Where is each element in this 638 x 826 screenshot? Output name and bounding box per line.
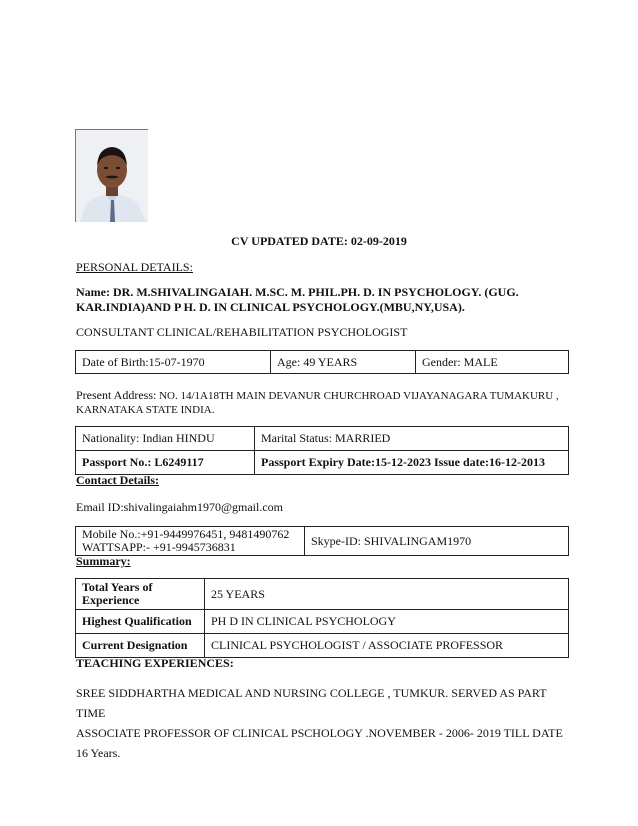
name-line-2: KAR.INDIA)AND P H. D. IN CLINICAL PSYCHOLOGY.(MBU,NY,USA). <box>76 300 465 314</box>
teaching-line-3: 16 Years. <box>76 746 121 760</box>
summary-value: PH D IN CLINICAL PSYCHOLOGY <box>205 610 569 634</box>
profile-photo <box>75 129 148 222</box>
table-row <box>76 579 569 610</box>
address-line-2: KARNATAKA STATE INDIA. <box>76 404 215 416</box>
contact-details-heading: Contact Details: <box>76 473 159 487</box>
address-line-1: NO. 14/1A18TH MAIN DEVANUR CHURCHROAD VIJAYANAGARA TUMAKURU , <box>156 390 559 402</box>
person-portrait-icon <box>76 130 148 222</box>
dob-cell: Date of Birth:15-07-1970 <box>76 351 271 374</box>
summary-label: Highest Qualification <box>76 610 205 634</box>
designation-title: CONSULTANT CLINICAL/REHABILITATION PSYCHOLOGIST <box>76 325 408 339</box>
passport-dates-cell: Passport Expiry Date:15-12-2023 Issue date:16-12-2013 <box>255 451 569 475</box>
age-cell: Age: 49 YEARS <box>271 351 416 374</box>
teaching-line-1: SREE SIDDHARTHA MEDICAL AND NURSING COLLEGE , TUMKUR. SERVED AS PART TIME <box>76 686 547 720</box>
whatsapp-number: WATTSAPP:- +91-9945736831 <box>82 540 236 554</box>
nationality-cell: Nationality: Indian HINDU <box>76 427 255 451</box>
skype-id-cell: Skype-ID: SHIVALINGAM1970 <box>305 527 569 556</box>
personal-details-heading: PERSONAL DETAILS: <box>76 260 193 274</box>
cv-updated-date: CV UPDATED DATE: 02-09-2019 <box>231 234 407 248</box>
contact-table <box>75 526 569 556</box>
table-row <box>76 634 569 658</box>
passport-number-cell: Passport No.: L6249117 <box>76 451 255 475</box>
teaching-experience-text <box>76 683 576 763</box>
phone-cell <box>76 527 305 556</box>
summary-value: 25 YEARS <box>205 579 569 610</box>
present-address <box>76 388 566 417</box>
mobile-number: Mobile No.:+91-9449976451, 9481490762 <box>82 527 290 541</box>
summary-label: Current Designation <box>76 634 205 658</box>
basic-info-table <box>75 350 569 374</box>
summary-table <box>75 578 569 658</box>
name-line-1: Name: DR. M.SHIVALINGAIAH. M.SC. M. PHIL.PH. D. IN PSYCHOLOGY. (GUG. <box>76 285 519 299</box>
teaching-line-2: ASSOCIATE PROFESSOR OF CLINICAL PSCHOLOGY .NOVEMBER - 2006- 2019 TILL DATE <box>76 726 563 740</box>
candidate-name <box>76 285 546 315</box>
gender-cell: Gender: MALE <box>416 351 569 374</box>
marital-status-cell: Marital Status: MARRIED <box>255 427 569 451</box>
email-address: Email ID:shivalingaiahm1970@gmail.com <box>76 500 284 514</box>
summary-label: Total Years of Experience <box>76 579 205 610</box>
teaching-experience-heading: TEACHING EXPERIENCES: <box>76 656 234 670</box>
identity-table <box>75 426 569 475</box>
table-row <box>76 610 569 634</box>
address-label: Present Address: <box>76 388 157 402</box>
summary-heading: Summary: <box>76 554 131 568</box>
summary-value: CLINICAL PSYCHOLOGIST / ASSOCIATE PROFESSOR <box>205 634 569 658</box>
